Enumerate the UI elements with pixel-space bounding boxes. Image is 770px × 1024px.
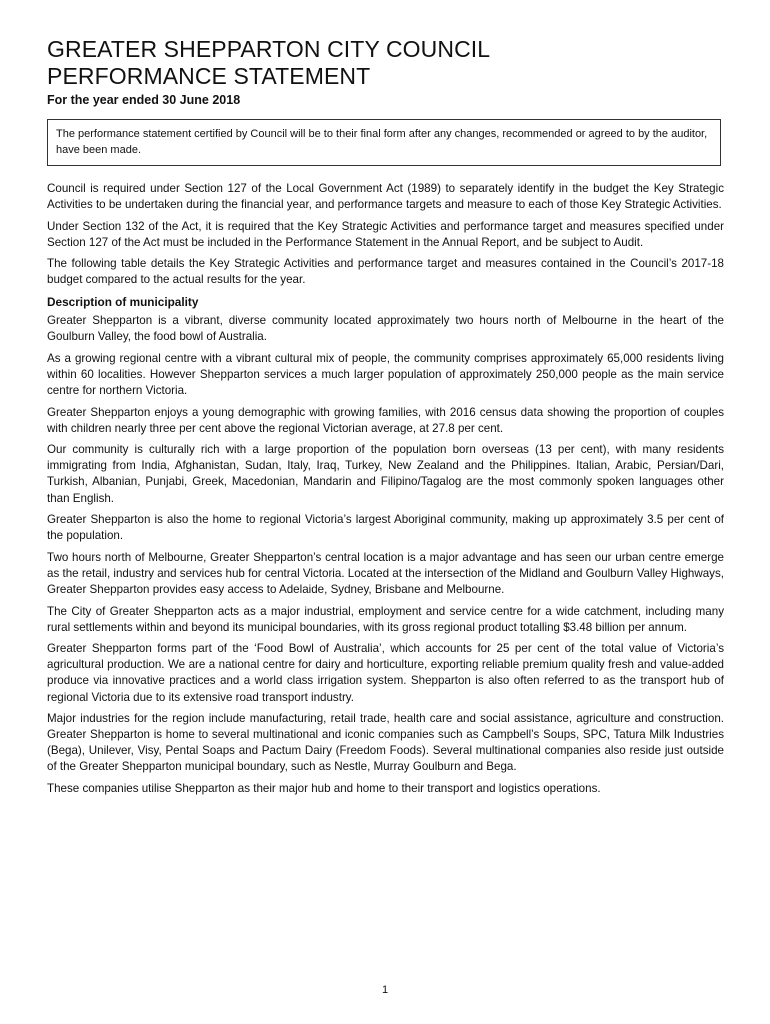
notice-text: The performance statement certified by Council will be to their final form after any changes, recommended or agreed to by the auditor, have been made. — [56, 128, 708, 156]
intro-paragraph-3: The following table details the Key Strategic Activities and performance target and measures contained in the Council’s 2017-18 budget compared to the actual results for the year. — [47, 257, 724, 287]
notice-box — [47, 119, 721, 166]
section-paragraph-4: Our community is culturally rich with a large proportion of the population born overseas (13 per cent), with many residents immigrating from India, Afghanistan, Sudan, Italy, Iraq, Turkey, New Zealand and the Philippines. Italian, Arabic, Persian/Dari, Turkish, Albanian, Punjabi, Greek, Macedonian, Mandarin and Filipino/Tagalog are the most commonly spoken languages other than English. — [47, 443, 724, 505]
intro-paragraph-2: Under Section 132 of the Act, it is required that the Key Strategic Activities and performance target and measures specified under Section 127 of the Act must be included in the Performance Statement in the Annual Report, and be subject to Audit. — [47, 219, 724, 249]
section-paragraph-6: Two hours north of Melbourne, Greater Shepparton’s central location is a major advantage and has seen our urban centre emerge as the retail, industry and services hub for central Victoria. Located at the intersection of the Midland and Goulburn Valley Highways, Greater Shepparton provides easy access to Adelaide, Sydney, Brisbane and Melbourne. — [47, 550, 724, 596]
section-paragraph-10: These companies utilise Shepparton as their major hub and home to their transport and logistics operations. — [47, 782, 601, 795]
document-body — [47, 181, 724, 803]
section-paragraph-3: Greater Shepparton enjoys a young demographic with growing families, with 2016 census data showing the proportion of couples with children nearly three per cent above the regional Victorian average, at 27.8 per cent. — [47, 405, 724, 435]
section-paragraph-1: Greater Shepparton is a vibrant, diverse community located approximately two hours north of Melbourne in the heart of the Goulburn Valley, the food bowl of Australia. — [47, 314, 724, 344]
section-paragraph-8: Greater Shepparton forms part of the ‘Food Bowl of Australia’, which accounts for 25 per cent of the total value of Victoria’s agricultural production. We are a national centre for dairy and horticulture, exporting reliable premium quality fresh and value-added produce via innovative practices and a world class irrigation system. Shepparton is also often referred to as the transport hub of regional Victoria due to its extensive road transport industry. — [47, 642, 724, 704]
section-paragraph-7: The City of Greater Shepparton acts as a major industrial, employment and service centre for a wide catchment, including many rural settlements within and beyond its municipal boundaries, with its gross regional product totalling $3.48 billion per annum. — [47, 604, 724, 634]
intro-paragraph-1: Council is required under Section 127 of the Local Government Act (1989) to separately identify in the budget the Key Strategic Activities to be undertaken during the financial year, and performance targets and measure to each of those Key Strategic Activities. — [47, 182, 724, 212]
title-line-2: PERFORMANCE STATEMENT — [47, 63, 371, 89]
document-title — [47, 36, 727, 90]
section-heading: Description of municipality — [47, 295, 199, 310]
section-paragraph-9: Major industries for the region include manufacturing, retail trade, health care and social assistance, agriculture and construction. Greater Shepparton is home to several multinational and iconic companies such as Campbell’s Soups, SPC, Tatura Milk Industries (Bega), Unilever, Visy, Pental Soaps and Pactum Dairy (Freedom Foods). Several multinational companies also reside just outside of the Greater Shepparton municipal boundary, such as Nestle, Murray Goulburn and Bega. — [47, 712, 724, 774]
document-subtitle: For the year ended 30 June 2018 — [47, 93, 241, 107]
section-paragraph-5: Greater Shepparton is also the home to regional Victoria’s largest Aboriginal community, making up approximately 3.5 per cent of the population. — [47, 513, 724, 543]
section-paragraph-2: As a growing regional centre with a vibrant cultural mix of people, the community comprises approximately 65,000 residents living within 60 localities. However Shepparton services a much larger population of approximately 250,000 people as the main service centre for northern Victoria. — [47, 351, 724, 397]
title-line-1: GREATER SHEPPARTON CITY COUNCIL — [47, 36, 491, 62]
page-number: 1 — [381, 984, 389, 996]
